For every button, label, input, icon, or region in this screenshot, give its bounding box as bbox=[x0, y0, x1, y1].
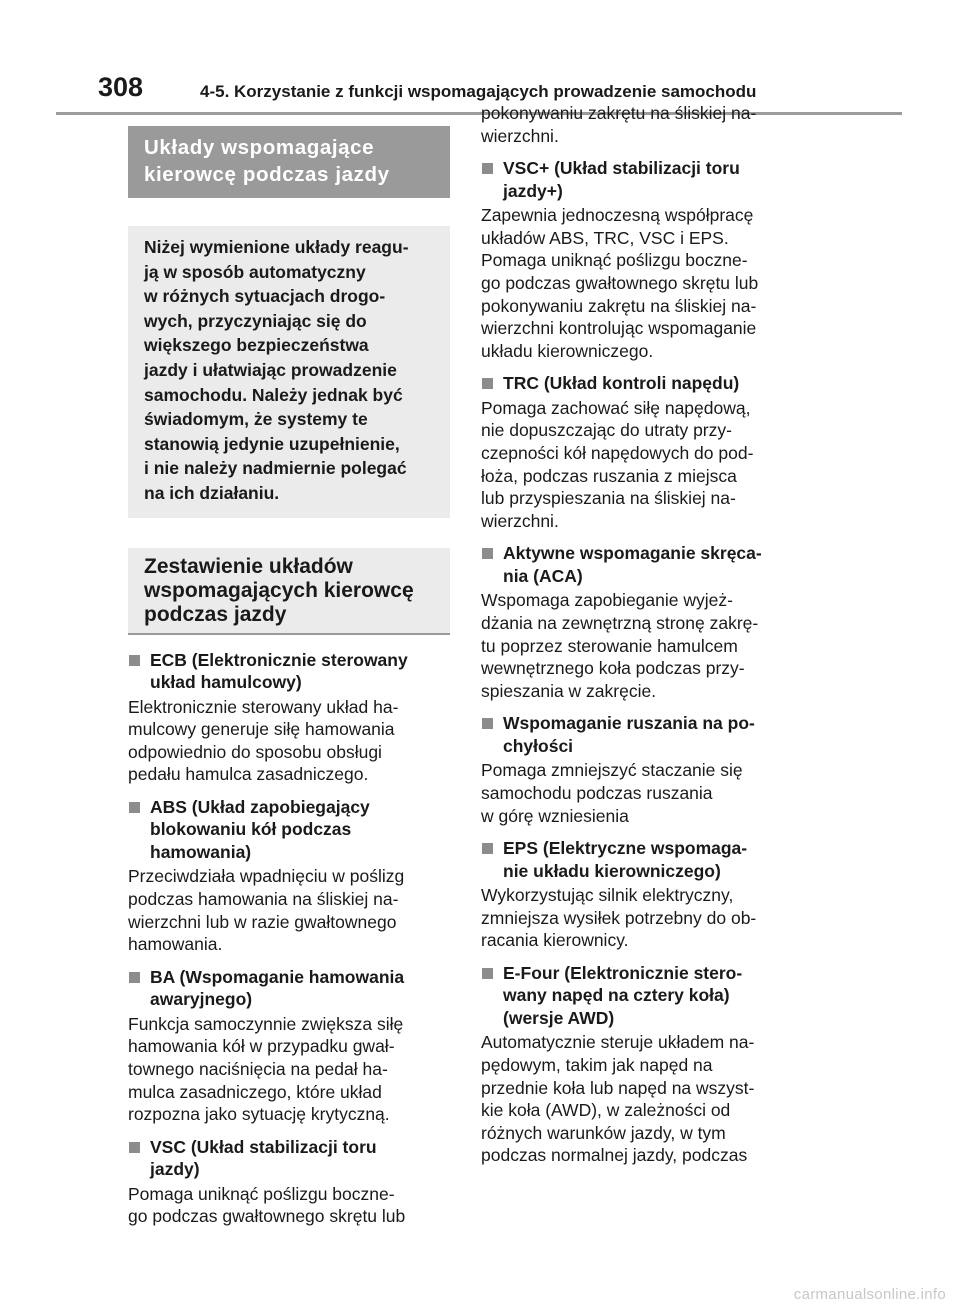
square-bullet-icon bbox=[482, 548, 493, 559]
text-line: świadomym, że systemy te bbox=[144, 409, 368, 430]
section-banner bbox=[128, 126, 450, 198]
text-line: mulca zasadniczego, które układ bbox=[128, 1081, 382, 1102]
text-line: ją w sposób automatyczny bbox=[144, 261, 366, 282]
text-line: jazdy+) bbox=[503, 180, 563, 201]
item-body bbox=[128, 1013, 450, 1126]
text-line: kie koła (AWD), w zależności od bbox=[481, 1100, 731, 1121]
text-line: BA (Wspomaganie hamowania bbox=[150, 966, 405, 987]
watermark: carmanualsonline.info bbox=[793, 1286, 946, 1303]
text-line: TRC (Układ kontroli napędu) bbox=[503, 373, 740, 394]
item-title bbox=[128, 966, 450, 1011]
item-title bbox=[481, 712, 803, 757]
text-line: Aktywne wspomaganie skręca- bbox=[503, 543, 762, 564]
square-bullet-icon bbox=[129, 1142, 140, 1153]
item-body bbox=[128, 865, 450, 955]
item-body bbox=[481, 204, 803, 362]
text-line: kierowcę podczas jazdy bbox=[144, 163, 390, 186]
text-line: VSC+ (Układ stabilizacji toru bbox=[503, 158, 740, 179]
text-line: podczas hamowania na śliskiej na- bbox=[128, 889, 399, 909]
text-line: wany napęd na cztery koła) bbox=[503, 985, 730, 1006]
text-line: stanowią jedynie uzupełnienie, bbox=[144, 433, 400, 454]
text-line: go podczas gwałtownego skrętu lub bbox=[128, 1206, 406, 1227]
subheading-box bbox=[128, 548, 450, 635]
text-line: spieszania w zakręcie. bbox=[481, 680, 657, 701]
text-line: i nie należy nadmiernie polegać bbox=[144, 458, 407, 479]
text-line: podczas jazdy bbox=[144, 602, 287, 626]
text-line: go podczas gwałtownego skrętu lub bbox=[481, 272, 759, 293]
text-line: jazdy) bbox=[150, 1159, 200, 1180]
item-title bbox=[128, 649, 450, 694]
text-line: pokonywaniu zakrętu na śliskiej na- bbox=[481, 295, 757, 316]
text-line: pedału hamulca zasadniczego. bbox=[128, 764, 369, 785]
text-line: EPS (Elektryczne wspomaga- bbox=[503, 838, 748, 859]
text-line: samochodu. Należy jednak być bbox=[144, 384, 403, 405]
text-line: awaryjnego) bbox=[150, 989, 253, 1010]
list-item bbox=[481, 712, 803, 827]
text-line: Pomaga uniknąć poślizgu boczne- bbox=[128, 1183, 395, 1204]
text-line: wierzchni. bbox=[481, 510, 559, 531]
text-line: ABS (Układ zapobiegający bbox=[150, 796, 370, 817]
square-bullet-icon bbox=[482, 843, 493, 854]
item-title bbox=[481, 372, 803, 395]
text-line: Zestawienie układów bbox=[144, 554, 353, 578]
text-line: Wspomaga zapobieganie wyjeż- bbox=[481, 590, 733, 611]
item-body bbox=[481, 1031, 803, 1167]
item-title bbox=[128, 1136, 450, 1181]
square-bullet-icon bbox=[129, 655, 140, 666]
square-bullet-icon bbox=[482, 968, 493, 979]
text-line: nie układu kierowniczego) bbox=[503, 860, 721, 881]
list-item bbox=[481, 542, 803, 702]
text-line: wierzchni kontrolując wspomaganie bbox=[481, 318, 757, 339]
text-line: rozpozna jako sytuację krytyczną. bbox=[128, 1104, 390, 1125]
text-line: Wykorzystując silnik elektryczny, bbox=[481, 885, 734, 906]
item-body bbox=[481, 397, 803, 533]
text-line: nie dopuszczając do utraty przy- bbox=[481, 420, 732, 441]
item-title bbox=[481, 542, 803, 587]
list-item bbox=[481, 962, 803, 1167]
page-number: 308 bbox=[98, 72, 144, 102]
text-line: hamowania. bbox=[128, 934, 223, 955]
text-line: w górę wzniesienia bbox=[481, 805, 629, 826]
continuation-text bbox=[481, 102, 803, 147]
text-line: wierzchni. bbox=[481, 125, 559, 146]
right-item-list bbox=[481, 157, 803, 1167]
item-title bbox=[128, 796, 450, 864]
text-line: wspomagających kierowcę bbox=[144, 578, 414, 602]
text-line: wewnętrznego koła podczas przy- bbox=[481, 658, 745, 679]
text-line: Pomaga uniknąć poślizgu boczne- bbox=[481, 250, 748, 271]
text-line: układów ABS, TRC, VSC i EPS. bbox=[481, 227, 729, 248]
text-line: tu poprzez sterowanie hamulcem bbox=[481, 635, 738, 656]
text-line: racania kierownicy. bbox=[481, 930, 629, 951]
text-line: ECB (Elektronicznie sterowany bbox=[150, 649, 408, 670]
text-line: hamowania) bbox=[150, 841, 252, 862]
text-line: pokonywaniu zakrętu na śliskiej na- bbox=[481, 103, 757, 123]
right-column bbox=[481, 102, 803, 1167]
text-line: Automatycznie steruje układem na- bbox=[481, 1032, 755, 1053]
text-line: chyłości bbox=[503, 735, 574, 756]
text-line: czepności kół napędowych do pod- bbox=[481, 443, 754, 464]
list-item bbox=[481, 837, 803, 952]
text-line: Pomaga zachować siłę napędową, bbox=[481, 397, 751, 418]
item-body bbox=[128, 696, 450, 786]
square-bullet-icon bbox=[482, 378, 493, 389]
square-bullet-icon bbox=[129, 802, 140, 813]
text-line: Przeciwdziała wpadnięciu w poślizg bbox=[128, 866, 405, 887]
text-line: w różnych sytuacjach drogo- bbox=[144, 286, 386, 307]
item-body bbox=[481, 759, 803, 827]
list-item bbox=[128, 966, 450, 1126]
text-line: mulcowy generuje siłę hamowania bbox=[128, 719, 395, 740]
text-line: odpowiednio do sposobu obsługi bbox=[128, 741, 382, 762]
text-line: różnych warunków jazdy, w tym bbox=[481, 1122, 726, 1143]
text-line: przednie koła lub napęd na wszyst- bbox=[481, 1077, 755, 1098]
text-line: lub przyspieszania na śliskiej na- bbox=[481, 488, 736, 509]
text-line: nia (ACA) bbox=[503, 565, 583, 586]
left-column bbox=[128, 126, 450, 1228]
text-line: układu kierowniczego. bbox=[481, 340, 654, 361]
item-title bbox=[481, 837, 803, 882]
item-title bbox=[481, 157, 803, 202]
left-item-list bbox=[128, 649, 450, 1228]
text-line: hamowania kół w przypadku gwał- bbox=[128, 1036, 395, 1057]
list-item bbox=[128, 1136, 450, 1228]
item-body bbox=[481, 589, 803, 702]
text-line: na ich działaniu. bbox=[144, 482, 280, 503]
text-line: dżania na zewnętrzną stronę zakrę- bbox=[481, 613, 759, 633]
text-line: Układy wspomagające bbox=[144, 136, 375, 159]
text-line: Wspomaganie ruszania na po- bbox=[503, 713, 755, 734]
text-line: wych, przyczyniając się do bbox=[144, 310, 367, 331]
square-bullet-icon bbox=[482, 718, 493, 729]
item-body bbox=[481, 884, 803, 952]
text-line: (wersje AWD) bbox=[503, 1007, 615, 1028]
text-line: zmniejsza wysiłek potrzebny do ob- bbox=[481, 907, 757, 928]
text-line: samochodu podczas ruszania bbox=[481, 782, 713, 803]
text-line: townego naciśnięcia na pedał ha- bbox=[128, 1058, 388, 1079]
list-item bbox=[481, 372, 803, 532]
text-line: wierzchni lub w razie gwałtownego bbox=[128, 911, 397, 932]
item-title bbox=[481, 962, 803, 1030]
text-line: większego bezpieczeństwa bbox=[144, 335, 369, 356]
intro-box bbox=[128, 226, 450, 518]
text-line: łoża, podczas ruszania z miejsca bbox=[481, 465, 737, 486]
chapter-title: 4-5. Korzystanie z funkcji wspomagających prowadzenie samochodu bbox=[200, 82, 757, 101]
list-item bbox=[128, 796, 450, 956]
square-bullet-icon bbox=[129, 972, 140, 983]
text-line: E-Four (Elektronicznie stero- bbox=[503, 962, 743, 983]
text-line: VSC (Układ stabilizacji toru bbox=[150, 1136, 377, 1157]
text-line: Elektronicznie sterowany układ ha- bbox=[128, 696, 399, 717]
list-item bbox=[128, 649, 450, 786]
text-line: Pomaga zmniejszyć staczanie się bbox=[481, 760, 743, 781]
text-line: Niżej wymienione układy reagu- bbox=[144, 237, 409, 257]
text-line: pędowym, takim jak napęd na bbox=[481, 1055, 713, 1076]
text-line: układ hamulcowy) bbox=[150, 672, 302, 693]
text-line: blokowaniu kół podczas bbox=[150, 819, 352, 840]
text-line: Funkcja samoczynnie zwiększa siłę bbox=[128, 1013, 404, 1034]
text-line: jazdy i ułatwiając prowadzenie bbox=[144, 359, 397, 380]
text-line: Zapewnia jednoczesną współpracę bbox=[481, 205, 754, 226]
square-bullet-icon bbox=[482, 163, 493, 174]
item-body bbox=[128, 1183, 450, 1228]
list-item bbox=[481, 157, 803, 362]
text-line: podczas normalnej jazdy, podczas bbox=[481, 1145, 748, 1166]
